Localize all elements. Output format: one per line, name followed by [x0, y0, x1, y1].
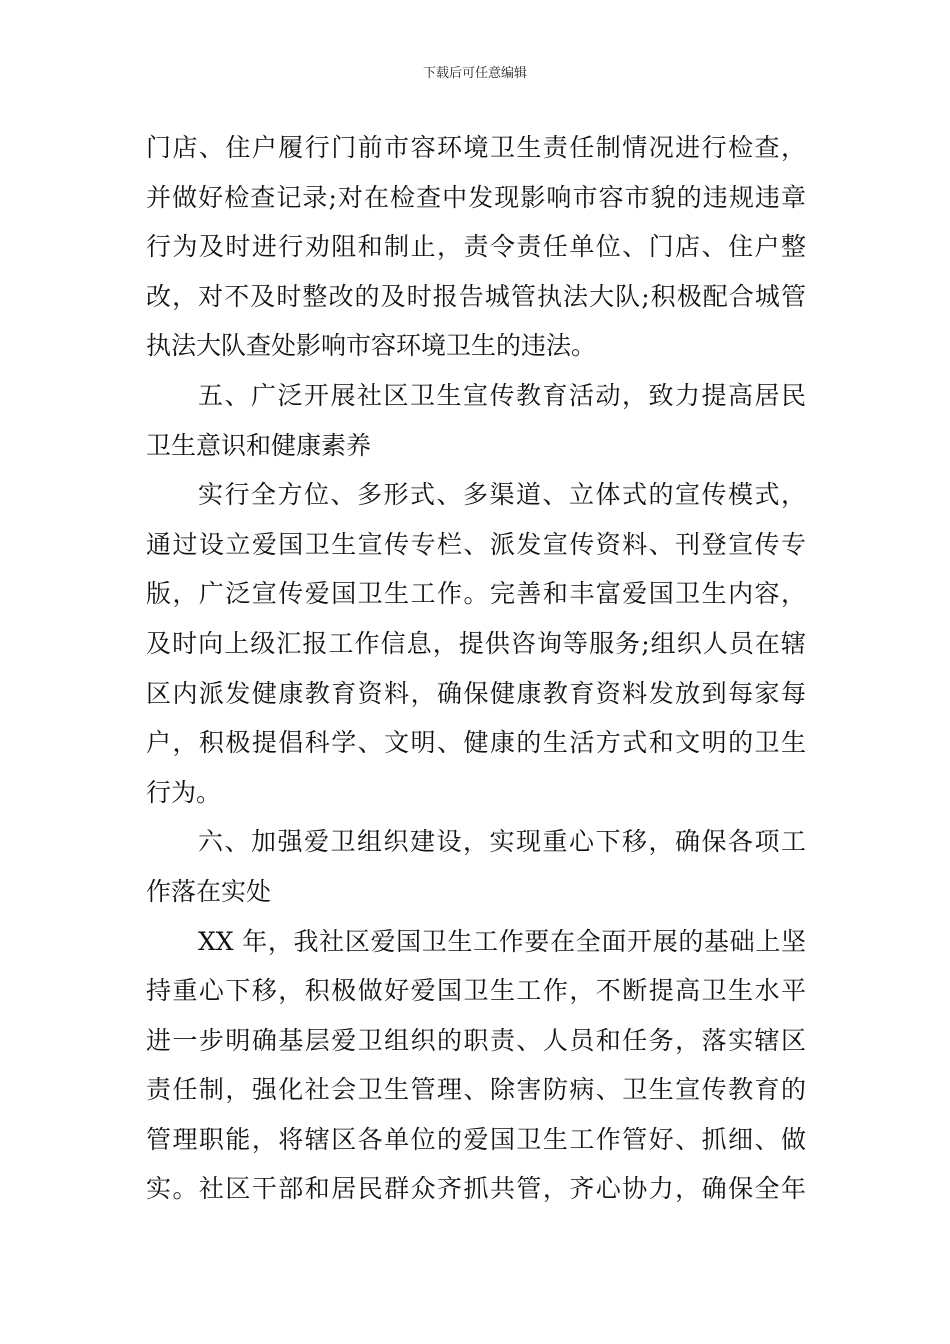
- text-line: 持重心下移，积极做好爱国卫生工作，不断提高卫生水平: [146, 976, 806, 1006]
- text-line: 改，对不及时整改的及时报告城管执法大队;积极配合城管: [146, 281, 806, 311]
- body-text: [146, 123, 806, 1214]
- section-heading-line: 作落在实处: [146, 876, 272, 906]
- text-line: 行为及时进行劝阻和制止，责令责任单位、门店、住户整: [146, 232, 806, 262]
- text-line: 门店、住户履行门前市容环境卫生责任制情况进行检查，: [146, 133, 806, 162]
- text-line: 并做好检查记录;对在检查中发现影响市容市貌的违规违章: [146, 182, 806, 212]
- section-heading-line: 五、广泛开展社区卫生宣传教育活动，致力提高居民: [198, 380, 806, 410]
- text-line: XX 年，我社区爱国卫生工作要在全面开展的基础上坚: [198, 926, 806, 956]
- section-heading-line: 六、加强爱卫组织建设，实现重心下移，确保各项工: [198, 827, 806, 857]
- text-line: 进一步明确基层爱卫组织的职责、人员和任务，落实辖区: [146, 1025, 806, 1055]
- text-line: 户，积极提倡科学、文明、健康的生活方式和文明的卫生: [146, 728, 806, 758]
- text-line: 实。社区干部和居民群众齐抓共管，齐心协力，确保全年: [146, 1174, 806, 1204]
- text-line: 区内派发健康教育资料，确保健康教育资料发放到每家每: [146, 678, 806, 708]
- text-line: 及时向上级汇报工作信息，提供咨询等服务;组织人员在辖: [146, 628, 806, 658]
- text-line: 通过设立爱国卫生宣传专栏、派发宣传资料、刊登宣传专: [146, 529, 806, 559]
- page-header: 下载后可任意编辑: [422, 66, 527, 81]
- text-line: 行为。: [146, 777, 222, 807]
- section-heading-line: 卫生意识和健康素养: [146, 430, 372, 460]
- text-line: 责任制，强化社会卫生管理、除害防病、卫生宣传教育的: [146, 1075, 806, 1105]
- text-line: 管理职能，将辖区各单位的爱国卫生工作管好、抓细、做: [146, 1124, 806, 1154]
- text-line: 版，广泛宣传爱国卫生工作。完善和丰富爱国卫生内容，: [146, 579, 806, 609]
- text-line: 执法大队查处影响市容环境卫生的违法。: [146, 331, 597, 361]
- text-line: 实行全方位、多形式、多渠道、立体式的宣传模式，: [198, 480, 806, 510]
